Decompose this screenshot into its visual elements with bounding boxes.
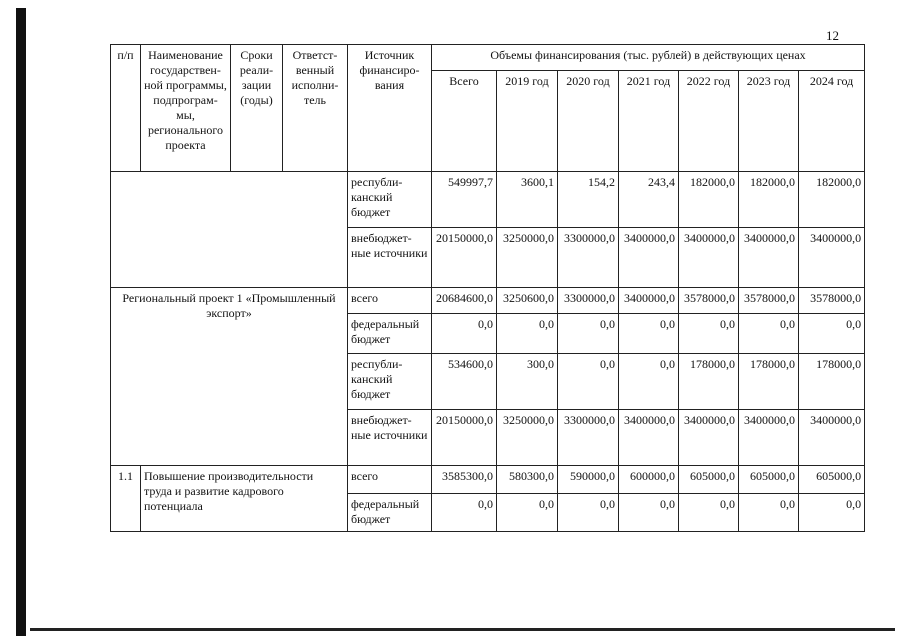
value-cell: 3300000,0 (558, 228, 619, 288)
source-cell: внебюджет-ные источники (348, 410, 432, 466)
value-cell: 182000,0 (679, 172, 739, 228)
scan-edge-bar (16, 8, 26, 636)
header-row-1 (111, 45, 865, 71)
value-cell: 0,0 (558, 494, 619, 532)
regional-project-title: Региональный проект 1 «Промышленный экспорт» (111, 288, 348, 466)
value-cell: 3250000,0 (497, 410, 558, 466)
row-number: 1.1 (111, 466, 141, 532)
value-cell: 178000,0 (739, 354, 799, 410)
value-cell: 3400000,0 (679, 228, 739, 288)
value-cell: 0,0 (619, 494, 679, 532)
continuation-cell (111, 172, 348, 288)
header-year: Всего (432, 71, 497, 172)
table-row (111, 288, 865, 314)
header-responsible: Ответст-венный исполни-тель (283, 45, 348, 172)
value-cell: 0,0 (558, 354, 619, 410)
value-cell: 3578000,0 (739, 288, 799, 314)
source-cell: республи-канский бюджет (348, 172, 432, 228)
value-cell: 600000,0 (619, 466, 679, 494)
value-cell: 3400000,0 (679, 410, 739, 466)
value-cell: 605000,0 (739, 466, 799, 494)
value-cell: 20150000,0 (432, 410, 497, 466)
header-year: 2024 год (799, 71, 865, 172)
value-cell: 0,0 (679, 494, 739, 532)
header-year: 2023 год (739, 71, 799, 172)
header-terms: Сроки реали-зации (годы) (231, 45, 283, 172)
value-cell: 3400000,0 (799, 410, 865, 466)
value-cell: 3578000,0 (799, 288, 865, 314)
value-cell: 3250600,0 (497, 288, 558, 314)
source-cell: федеральный бюджет (348, 494, 432, 532)
header-year: 2020 год (558, 71, 619, 172)
value-cell: 580300,0 (497, 466, 558, 494)
value-cell: 20684600,0 (432, 288, 497, 314)
financing-table (110, 44, 865, 532)
value-cell: 3600,1 (497, 172, 558, 228)
value-cell: 0,0 (619, 354, 679, 410)
value-cell: 0,0 (739, 494, 799, 532)
page-number: 12 (826, 28, 839, 43)
value-cell: 0,0 (679, 314, 739, 354)
value-cell: 0,0 (432, 314, 497, 354)
value-cell: 300,0 (497, 354, 558, 410)
header-volumes: Объемы финансирования (тыс. рублей) в действующих ценах (432, 45, 865, 71)
value-cell: 243,4 (619, 172, 679, 228)
table-row (111, 172, 865, 228)
header-year: 2021 год (619, 71, 679, 172)
value-cell: 20150000,0 (432, 228, 497, 288)
value-cell: 0,0 (497, 494, 558, 532)
project-title: Повышение производительности труда и развитие кадрового потенциала (141, 466, 348, 532)
value-cell: 3400000,0 (739, 410, 799, 466)
value-cell: 3400000,0 (619, 288, 679, 314)
value-cell: 3400000,0 (619, 228, 679, 288)
value-cell: 0,0 (799, 314, 865, 354)
value-cell: 178000,0 (799, 354, 865, 410)
value-cell: 605000,0 (799, 466, 865, 494)
header-name: Наименование государствен-ной программы, подпрограм-мы, регионального проекта (141, 45, 231, 172)
table-row (111, 466, 865, 494)
value-cell: 3400000,0 (619, 410, 679, 466)
header-year: 2022 год (679, 71, 739, 172)
source-cell: республи-канский бюджет (348, 354, 432, 410)
value-cell: 0,0 (619, 314, 679, 354)
value-cell: 3400000,0 (739, 228, 799, 288)
header-num: п/п (111, 45, 141, 172)
value-cell: 3300000,0 (558, 288, 619, 314)
value-cell: 0,0 (799, 494, 865, 532)
value-cell: 0,0 (432, 494, 497, 532)
value-cell: 182000,0 (799, 172, 865, 228)
value-cell: 549997,7 (432, 172, 497, 228)
source-cell: всего (348, 288, 432, 314)
value-cell: 534600,0 (432, 354, 497, 410)
value-cell: 178000,0 (679, 354, 739, 410)
value-cell: 3300000,0 (558, 410, 619, 466)
value-cell: 182000,0 (739, 172, 799, 228)
source-cell: внебюджет-ные источники (348, 228, 432, 288)
scan-bottom-edge (30, 628, 895, 631)
value-cell: 3585300,0 (432, 466, 497, 494)
value-cell: 0,0 (497, 314, 558, 354)
value-cell: 3250000,0 (497, 228, 558, 288)
header-year: 2019 год (497, 71, 558, 172)
header-source: Источник финансиро-вания (348, 45, 432, 172)
value-cell: 605000,0 (679, 466, 739, 494)
value-cell: 3400000,0 (799, 228, 865, 288)
value-cell: 154,2 (558, 172, 619, 228)
value-cell: 590000,0 (558, 466, 619, 494)
value-cell: 3578000,0 (679, 288, 739, 314)
value-cell: 0,0 (739, 314, 799, 354)
source-cell: федеральный бюджет (348, 314, 432, 354)
source-cell: всего (348, 466, 432, 494)
value-cell: 0,0 (558, 314, 619, 354)
